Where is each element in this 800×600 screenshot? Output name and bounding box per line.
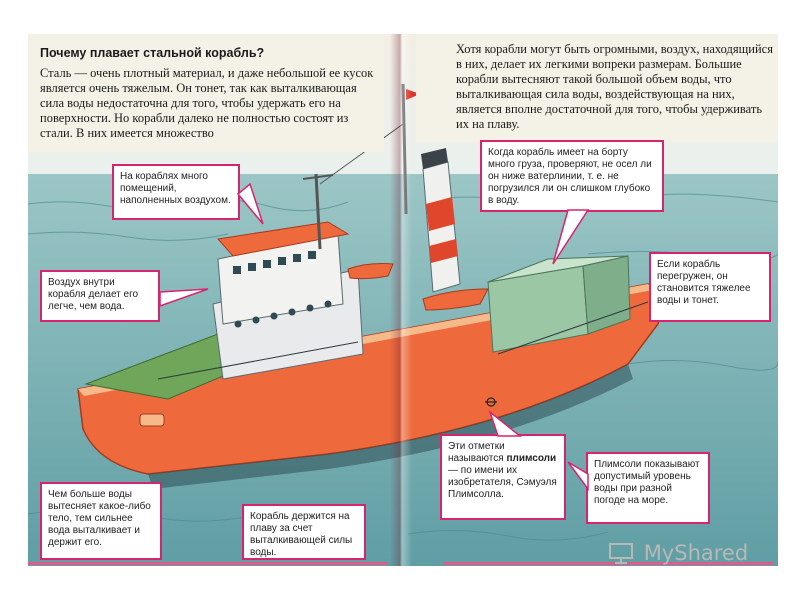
watermark xyxy=(607,540,767,568)
page-heading: Почему плавает стальной корабль? xyxy=(40,46,265,60)
plimsoll-post: — по имени их изобретателя, Сэмуэля Плимсолла. xyxy=(448,465,557,500)
presentation-icon xyxy=(607,542,637,564)
right-body-text: Хотя корабли могут быть огромными, воздух, находящийся в них, делает их легкими вопреки размерам. Большие корабли вытесняют такой большой объем воды, что выталкивающая сила воды, воздействующая на них, является вполне достаточной для того, чтобы удерживать их на плаву. xyxy=(456,42,773,131)
callout-pointers xyxy=(28,34,778,566)
book-spread xyxy=(28,34,778,566)
callout-overload: Если корабль перегружен, он становится тяжелее воды и тонет. xyxy=(649,252,771,322)
plimsoll-term: плимсоли xyxy=(506,453,557,464)
callout-air: Воздух внутри корабля делает его легче, чем вода. xyxy=(40,270,160,322)
callout-floats: Корабль держится на плаву за счет выталкивающей силы воды. xyxy=(242,504,366,560)
plimsoll-pre: Эти отметки называются xyxy=(448,441,505,464)
accent-strip-left xyxy=(28,562,388,565)
callout-rooms: На кораблях много помещений, наполненных воздухом. xyxy=(112,164,240,220)
watermark-text: MyShared xyxy=(643,541,749,565)
left-body-text: Сталь — очень плотный материал, и даже небольшой ее кусок является очень тяжелым. Он тонет, так как выталкивающая сила воды недостаточна для того, чтобы удержать его на поверхности. Но корабли далеко не полностью состоят из стали. В них имеется множество xyxy=(40,66,374,140)
callout-plimsoll-desc: Плимсоли показывают допустимый уровень воды при разной погоде на море. xyxy=(586,452,710,524)
callout-more-water: Чем больше воды вытесняет какое-либо тело, тем сильнее вода выталкивает и держит его. xyxy=(40,482,162,560)
callout-cargo: Когда корабль имеет на борту много груза, проверяют, не осел ли он ниже ватерлинии, т. е. не погрузился ли он слишком глубоко в воду. xyxy=(480,140,664,212)
